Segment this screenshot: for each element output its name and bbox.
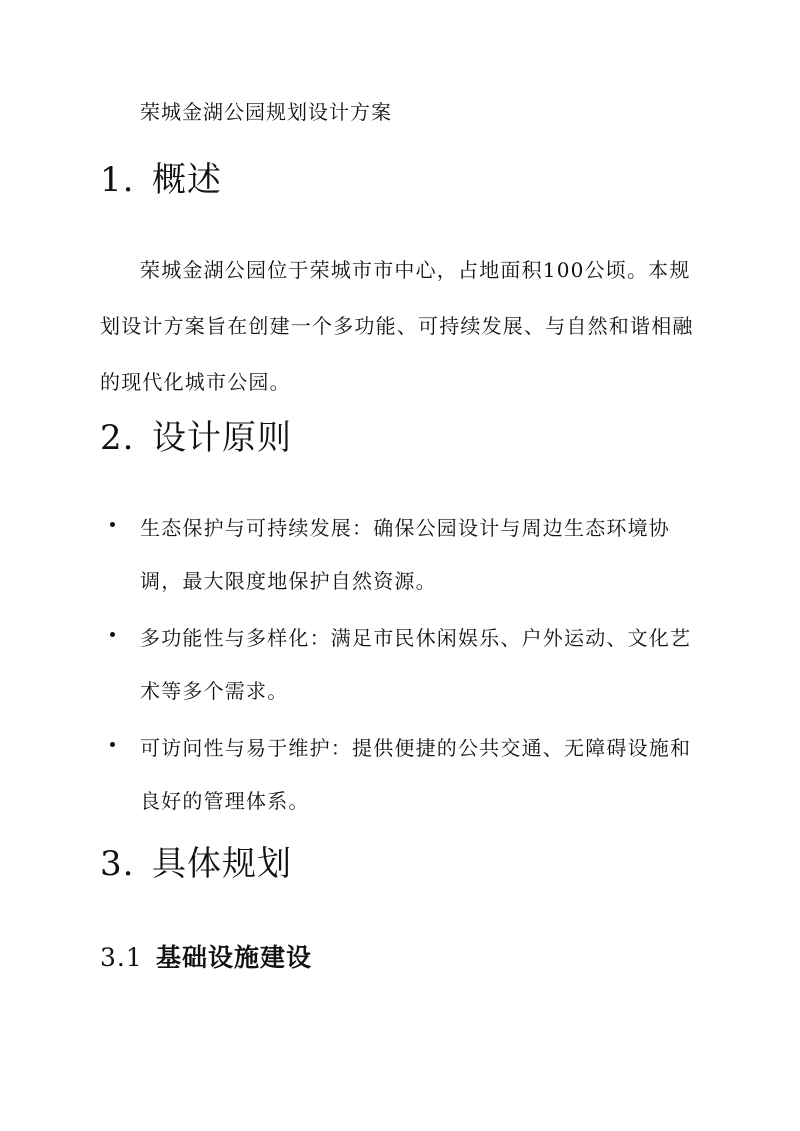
subsection-heading-infrastructure <box>100 942 312 974</box>
subsection-title: 基础设施建设 <box>156 943 313 972</box>
bullet-icon <box>110 632 115 637</box>
section-title: 概述 <box>152 160 222 200</box>
section-heading-principles <box>100 418 292 458</box>
section-number: 2. <box>100 418 135 458</box>
list-item-text: 可访问性与易于维护：提供便捷的公共交通、无障碍设施和良好的管理体系。 <box>140 736 692 813</box>
list-item <box>110 612 710 718</box>
bullet-icon <box>110 742 115 747</box>
section-heading-overview <box>100 160 222 200</box>
subsection-number: 3.1 <box>100 943 143 972</box>
list-item-text: 多功能性与多样化：满足市民休闲娱乐、户外运动、文化艺术等多个需求。 <box>140 626 692 703</box>
list-item-text: 生态保护与可持续发展：确保公园设计与周边生态环境协调，最大限度地保护自然资源。 <box>140 516 670 593</box>
section-number: 1. <box>100 160 135 200</box>
bullet-icon <box>110 522 115 527</box>
list-item <box>110 502 710 608</box>
section-number: 3. <box>100 844 135 884</box>
section-title: 具体规划 <box>152 844 292 884</box>
overview-paragraph: 荣城金湖公园位于荣城市市中心，占地面积100公顷。本规划设计方案旨在创建一个多功能、可持续发展、与自然和谐相融的现代化城市公园。 <box>100 258 694 394</box>
document-title: 荣城金湖公园规划设计方案 <box>140 100 392 124</box>
section-title: 设计原则 <box>152 418 292 458</box>
section-heading-planning <box>100 844 292 884</box>
list-item <box>110 722 710 828</box>
